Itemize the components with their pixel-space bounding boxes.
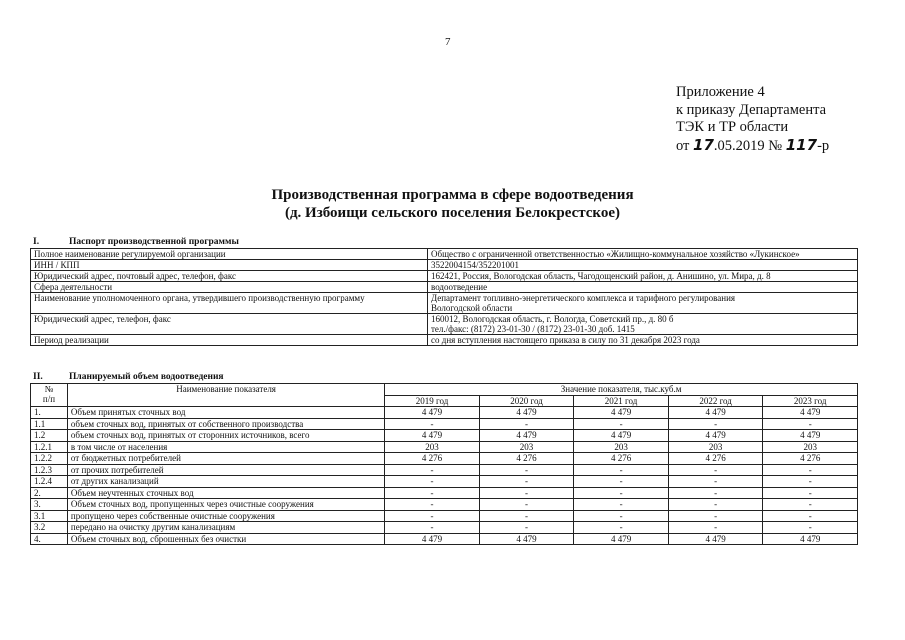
volume-row — [31, 522, 858, 534]
passport-value: Департамент топливно-энергетического комплекса и тарифного регулирования — [431, 293, 736, 303]
row-value: 4 276 — [668, 453, 763, 465]
passport-value-cell — [428, 260, 858, 271]
passport-value: Общество с ограниченной ответственностью «Жилищно-коммунальное хозяйство «Лукинское» — [431, 249, 800, 259]
row-value: - — [668, 499, 763, 511]
header-year: 2019 год — [385, 395, 480, 407]
passport-label: Полное наименование регулируемой организации — [31, 249, 428, 260]
date-rest: .05.2019 № — [713, 137, 783, 154]
row-indicator-name: Объем принятых сточных вод — [67, 407, 384, 419]
row-indicator-name: от бюджетных потребителей — [67, 453, 384, 465]
row-indicator-name: от прочих потребителей — [67, 464, 384, 476]
row-value: 4 276 — [479, 453, 574, 465]
passport-label: Сфера деятельности — [31, 282, 428, 293]
row-number: 1.2.4 — [31, 476, 68, 488]
row-value: - — [763, 522, 858, 534]
appendix-line-1: Приложение 4 — [676, 84, 765, 100]
document-title — [0, 186, 905, 222]
row-number: 4. — [31, 533, 68, 545]
title-line-2: (д. Избоищи сельского поселения Белокрестское) — [284, 205, 621, 221]
volume-table-head — [31, 384, 858, 407]
section-1-number: I. — [33, 237, 40, 247]
row-number: 1.2.2 — [31, 453, 68, 465]
row-value: - — [668, 418, 763, 430]
row-number: 2. — [31, 487, 68, 499]
row-value: - — [385, 476, 480, 488]
passport-row — [31, 293, 858, 314]
row-value: 4 479 — [574, 407, 669, 419]
row-value: - — [668, 487, 763, 499]
row-value: 4 479 — [574, 533, 669, 545]
header-row-1 — [31, 384, 858, 396]
row-value: - — [479, 487, 574, 499]
row-number: 3. — [31, 499, 68, 511]
row-value: 4 479 — [668, 533, 763, 545]
passport-row — [31, 249, 858, 260]
row-value: - — [763, 476, 858, 488]
header-year: 2022 год — [668, 395, 763, 407]
row-value: - — [763, 464, 858, 476]
row-number: 1.2.1 — [31, 441, 68, 453]
date-day-handwritten: 17 — [693, 135, 714, 154]
row-indicator-name: пропущено через собственные очистные сооружения — [67, 510, 384, 522]
volume-row — [31, 407, 858, 419]
passport-label: Юридический адрес, телефон, факс — [31, 314, 428, 335]
row-value: 4 479 — [479, 430, 574, 442]
passport-table-body — [31, 249, 858, 346]
row-value: - — [385, 487, 480, 499]
row-indicator-name: от других канализаций — [67, 476, 384, 488]
passport-row — [31, 260, 858, 271]
row-value: 4 479 — [385, 430, 480, 442]
volume-row — [31, 418, 858, 430]
row-value: - — [574, 476, 669, 488]
row-value: - — [668, 522, 763, 534]
row-value: 4 479 — [385, 407, 480, 419]
order-suffix: -р — [817, 137, 830, 154]
passport-value-line-2: Вологодской области — [431, 303, 513, 313]
row-value: - — [479, 418, 574, 430]
passport-value-cell — [428, 335, 858, 346]
row-value: 4 479 — [385, 533, 480, 545]
passport-value: 3522004154/352201001 — [431, 260, 520, 270]
row-indicator-name: в том числе от населения — [67, 441, 384, 453]
passport-label: Юридический адрес, почтовый адрес, телефон, факс — [31, 271, 428, 282]
header-num — [31, 384, 68, 407]
row-value: 203 — [668, 441, 763, 453]
passport-table — [30, 248, 858, 346]
row-number: 3.2 — [31, 522, 68, 534]
section-2-title: Планируемый объем водоотведения — [69, 372, 224, 382]
row-value: - — [385, 418, 480, 430]
row-value: - — [385, 510, 480, 522]
order-number-handwritten: 117 — [785, 135, 818, 154]
row-value: - — [763, 499, 858, 511]
row-value: - — [763, 510, 858, 522]
row-indicator-name: объем сточных вод, принятых от собственного производства — [67, 418, 384, 430]
passport-label: Период реализации — [31, 335, 428, 346]
passport-value-cell — [428, 249, 858, 260]
row-value: 4 276 — [763, 453, 858, 465]
passport-row — [31, 335, 858, 346]
volume-row — [31, 499, 858, 511]
row-value: 4 479 — [668, 407, 763, 419]
row-value: 4 479 — [479, 533, 574, 545]
row-value: - — [385, 464, 480, 476]
row-value: - — [479, 522, 574, 534]
row-indicator-name: Объем сточных вод, сброшенных без очистки — [67, 533, 384, 545]
row-value: 4 479 — [763, 407, 858, 419]
row-indicator-name: Объем неучтенных сточных вод — [67, 487, 384, 499]
appendix-line-3: ТЭК и ТР области — [676, 119, 789, 135]
appendix-date-line — [676, 137, 829, 156]
row-value: - — [763, 487, 858, 499]
row-value: 203 — [763, 441, 858, 453]
row-value: - — [574, 510, 669, 522]
row-value: - — [385, 522, 480, 534]
volume-row — [31, 533, 858, 545]
section-2-number: II. — [33, 372, 43, 382]
row-value: 203 — [385, 441, 480, 453]
row-value: - — [574, 522, 669, 534]
row-number: 1.1 — [31, 418, 68, 430]
volume-row — [31, 487, 858, 499]
appendix-line-2: к приказу Департамента — [676, 101, 827, 118]
volume-row — [31, 510, 858, 522]
header-year: 2021 год — [574, 395, 669, 407]
row-value: - — [479, 464, 574, 476]
row-value: - — [763, 418, 858, 430]
row-value: - — [385, 499, 480, 511]
row-value: - — [574, 418, 669, 430]
section-2-heading — [33, 372, 224, 382]
passport-value-cell — [428, 282, 858, 293]
row-value: 4 276 — [385, 453, 480, 465]
header-year: 2020 год — [479, 395, 574, 407]
row-value: - — [574, 464, 669, 476]
section-1-title: Паспорт производственной программы — [69, 237, 239, 247]
passport-row — [31, 282, 858, 293]
passport-value-line-2: тел./факс: (8172) 23-01-30 / (8172) 23-01-30 доб. 1415 — [431, 324, 635, 334]
passport-value: 162421, Россия, Вологодская область, Чагодощенский район, д. Анишино, ул. Мира, д. 8 — [431, 271, 771, 281]
row-number: 3.1 — [31, 510, 68, 522]
row-value: 4 479 — [763, 533, 858, 545]
wastewater-volume-table — [30, 383, 858, 545]
row-number: 1.2 — [31, 430, 68, 442]
row-value: 4 276 — [574, 453, 669, 465]
row-value: - — [668, 476, 763, 488]
row-number: 1.2.3 — [31, 464, 68, 476]
header-name: Наименование показателя — [67, 384, 384, 407]
passport-value-cell — [428, 271, 858, 282]
row-indicator-name: Объем сточных вод, пропущенных через очистные сооружения — [67, 499, 384, 511]
passport-label: Наименование уполномоченного органа, утвердившего производственную программу — [31, 293, 428, 314]
title-line-1: Производственная программа в сфере водоотведения — [271, 187, 634, 203]
date-prefix: от — [676, 137, 690, 154]
row-value: 4 479 — [574, 430, 669, 442]
row-indicator-name: объем сточных вод, принятых от сторонних источников, всего — [67, 430, 384, 442]
section-1-heading — [33, 237, 239, 247]
passport-value-cell — [428, 293, 858, 314]
volume-row — [31, 464, 858, 476]
page-number: 7 — [445, 36, 451, 48]
appendix-header — [676, 84, 829, 155]
row-indicator-name: передано на очистку другим канализациям — [67, 522, 384, 534]
passport-row — [31, 271, 858, 282]
row-value: - — [479, 499, 574, 511]
header-year: 2023 год — [763, 395, 858, 407]
row-number: 1. — [31, 407, 68, 419]
passport-value: со дня вступления настоящего приказа в силу по 31 декабря 2023 года — [431, 335, 700, 345]
passport-row — [31, 314, 858, 335]
row-value: 4 479 — [479, 407, 574, 419]
row-value: - — [574, 487, 669, 499]
row-value: - — [668, 464, 763, 476]
passport-label: ИНН / КПП — [31, 260, 428, 271]
volume-row — [31, 441, 858, 453]
row-value: - — [574, 499, 669, 511]
header-value-group: Значение показателя, тыс.куб.м — [385, 384, 858, 396]
row-value: - — [479, 510, 574, 522]
row-value: 203 — [479, 441, 574, 453]
passport-value-cell — [428, 314, 858, 335]
header-num-line-1: № — [44, 384, 54, 394]
row-value: 203 — [574, 441, 669, 453]
volume-row — [31, 476, 858, 488]
volume-row — [31, 453, 858, 465]
row-value: 4 479 — [763, 430, 858, 442]
header-num-line-2: п/п — [42, 394, 56, 404]
volume-table-body — [31, 407, 858, 545]
row-value: 4 479 — [668, 430, 763, 442]
row-value: - — [479, 476, 574, 488]
passport-value: 160012, Вологодская область, г. Вологда, Советский пр., д. 80 б — [431, 314, 674, 324]
row-value: - — [668, 510, 763, 522]
passport-value: водоотведение — [431, 282, 488, 292]
volume-row — [31, 430, 858, 442]
